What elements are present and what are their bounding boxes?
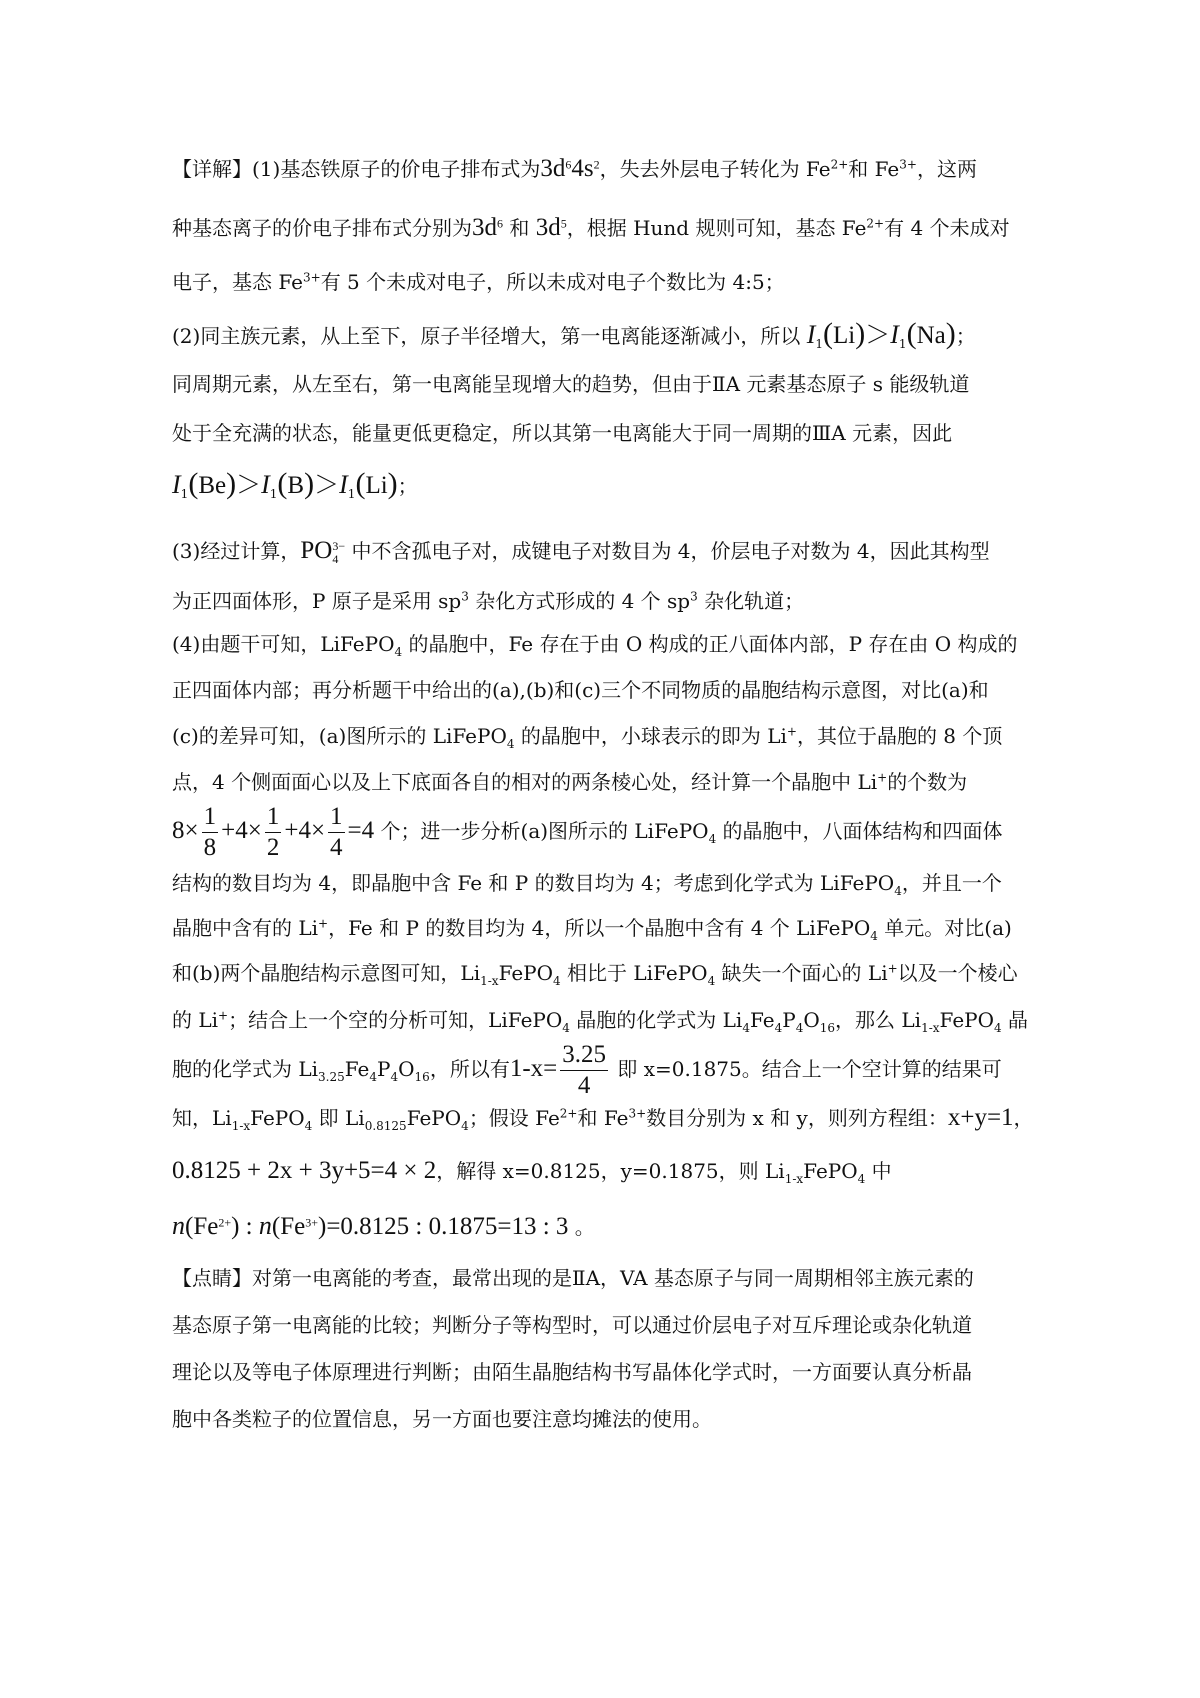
- math-symbol: (: [355, 467, 366, 500]
- superscript: 3−: [332, 538, 346, 553]
- p2-line1: [172, 315, 976, 351]
- subscript: 1-x: [480, 974, 499, 988]
- p1-line3: [172, 266, 785, 295]
- text: 晶胞的化学式为 Li: [569, 1008, 743, 1032]
- math-symbol: (: [277, 467, 288, 500]
- text: 缺失一个面心的 Li: [715, 961, 888, 985]
- text: (3)经过计算，: [172, 539, 301, 563]
- text: ，这两: [916, 157, 977, 181]
- subscript: 1-x: [921, 1021, 940, 1035]
- formula: PO: [300, 537, 333, 564]
- subscript: 4: [553, 974, 561, 988]
- p5-line3: 理论以及等电子体原理进行判断；由陌生晶胞结构书写晶体化学式时，一方面要认真分析晶: [172, 1360, 972, 1384]
- text: ，解得 x=0.8125，y=0.1875，则 Li: [436, 1159, 785, 1183]
- p5-line4: 胞中各类粒子的位置信息，另一方面也要注意均摊法的使用。: [172, 1407, 712, 1431]
- subscript: 3.25: [318, 1070, 345, 1084]
- subscript: 16: [819, 1021, 836, 1035]
- text: 中: [865, 1159, 892, 1183]
- p4-line7: [172, 912, 1012, 941]
- subscript: 4: [894, 884, 902, 898]
- fraction-denominator: 4: [330, 834, 343, 861]
- p4-line9: [172, 1004, 1028, 1033]
- formula: 3d: [535, 214, 561, 241]
- text: ；: [955, 324, 976, 348]
- text: (4)由题干可知，LiFePO: [172, 632, 395, 656]
- superscript: +: [318, 916, 329, 931]
- superscript: 3: [461, 589, 469, 604]
- text: O: [398, 1057, 415, 1081]
- subscript: 1: [898, 337, 907, 351]
- p4-line4: [172, 766, 967, 795]
- text: 胞的化学式为 Li: [172, 1057, 319, 1081]
- p4-line2: 正四面体内部；再分析题干中给出的(a),(b)和(c)三个不同物质的晶胞结构示意图，对比(a)和: [172, 678, 989, 702]
- p2-line2: 同周期元素，从左至右，第一电离能呈现增大的趋势，但由于ⅡA 元素基态原子 s 能级轨道: [172, 372, 970, 396]
- fraction-one-quarter: [328, 802, 345, 863]
- math-symbol: Na: [916, 322, 946, 349]
- math-symbol: I: [172, 470, 181, 499]
- superscript: 5: [560, 216, 567, 231]
- subscript: 4: [394, 645, 403, 659]
- subscript: 4: [707, 974, 716, 988]
- text: ，那么 Li: [835, 1008, 922, 1032]
- text: 中不含孤电子对，成键电子对数目为 4，价层电子对数为 4，因此其构型: [345, 539, 990, 563]
- subscript: 1: [269, 487, 278, 501]
- superscript: 2+: [559, 1106, 578, 1121]
- text: ；: [397, 474, 418, 498]
- superscript: 3: [690, 589, 698, 604]
- text: 和(b)两个晶胞结构示意图可知，Li: [172, 961, 481, 985]
- text: P: [377, 1057, 391, 1081]
- math-symbol: ): [945, 317, 956, 350]
- subscript: 4: [795, 1021, 804, 1035]
- math-number: 4: [298, 817, 311, 844]
- text: (2)同主族元素，从上至下，原子半径增大，第一电离能逐渐减小，所以: [172, 324, 801, 348]
- text: ；假设 Fe: [468, 1106, 560, 1130]
- subscript: 4: [332, 551, 339, 566]
- p4-line13: [172, 1211, 595, 1241]
- p2-line3: 处于全充满的状态，能量更低更稳定，所以其第一电离能大于同一周期的ⅢA 元素，因此: [172, 421, 953, 445]
- math-expression: x+y=1: [947, 1104, 1014, 1131]
- text: 为正四面体形，P 原子是采用 sp: [172, 589, 462, 613]
- text: 的 Li: [172, 1008, 219, 1032]
- text: FePO: [250, 1106, 305, 1130]
- superscript: +: [887, 961, 898, 976]
- superscript: 3+: [305, 1215, 318, 1230]
- math-symbol: +: [284, 817, 299, 844]
- math-symbol: I: [261, 470, 270, 499]
- text: 和 Fe: [577, 1106, 629, 1130]
- math-symbol: Li: [833, 322, 856, 349]
- subscript: 4: [506, 737, 515, 751]
- math-symbol: ): [226, 467, 237, 500]
- math-symbol: ＞: [865, 322, 891, 349]
- p4-line5: [172, 802, 1003, 863]
- math-symbol: Be: [198, 472, 227, 499]
- p5-line1: 【点睛】对第一电离能的考查，最常出现的是ⅡA，VA 基态原子与同一周期相邻主族元素的: [172, 1266, 974, 1290]
- p4-line1: [172, 628, 1018, 657]
- math-symbol: Li: [365, 472, 388, 499]
- math-symbol: (: [188, 467, 199, 500]
- subscript: 1: [815, 337, 824, 351]
- text: 即 Li: [312, 1106, 365, 1130]
- math-symbol: ×: [184, 817, 199, 844]
- p4-line6: [172, 867, 1002, 896]
- fraction-numerator: 1: [202, 802, 219, 833]
- p4-line12: [172, 1155, 892, 1185]
- subscript: 4: [870, 929, 878, 943]
- text: Fe: [344, 1057, 370, 1081]
- math-symbol: ): [304, 467, 315, 500]
- superscript: 6: [565, 157, 572, 172]
- fraction-denominator: 2: [266, 834, 280, 861]
- fraction-denominator: 8: [203, 834, 217, 861]
- text: ；结合上一个空的分析可知，LiFePO: [228, 1008, 563, 1032]
- text: FePO: [939, 1008, 995, 1032]
- fraction-denominator: 4: [577, 1072, 591, 1099]
- math-number: 8: [172, 817, 185, 844]
- text: 和: [503, 216, 536, 240]
- superscript: 2+: [218, 1215, 232, 1230]
- math-symbol: B: [287, 472, 305, 499]
- text: 。: [568, 1215, 595, 1239]
- text: FePO: [498, 961, 554, 985]
- math-number: 4: [235, 817, 248, 844]
- text: P: [782, 1008, 796, 1032]
- subscript: 4: [369, 1070, 378, 1084]
- text: 有 5 个未成对电子，所以未成对电子个数比为 4:5；: [320, 270, 785, 294]
- text: 种基态离子的价电子排布式分别为: [172, 216, 472, 240]
- text: 晶胞中含有的 Li: [172, 916, 319, 940]
- math-symbol: ＞: [236, 472, 262, 499]
- subscript: 4: [774, 1021, 783, 1035]
- text: 点，4 个侧面面心以及上下底面各自的相对的两条棱心处，经计算一个晶胞中 Li: [172, 770, 878, 794]
- p1-line2: [172, 212, 1010, 242]
- subscript: 4: [857, 1172, 866, 1186]
- text: 杂化轨道；: [697, 589, 805, 613]
- p2-line4: [172, 465, 418, 501]
- p1-line1: [172, 153, 977, 183]
- superscript: 2+: [830, 157, 849, 172]
- superscript: +: [218, 1008, 229, 1023]
- superscript: 3+: [628, 1106, 647, 1121]
- p5-line2: 基态原子第一电离能的比较；判断分子等构型时，可以通过价层电子对互斥理论或杂化轨道: [172, 1313, 972, 1337]
- text: 【详解】(1)基态铁原子的价电子排布式为: [172, 157, 541, 181]
- text: 以及一个棱心: [897, 961, 1018, 985]
- subscript: 16: [414, 1070, 430, 1084]
- text: FePO: [803, 1159, 858, 1183]
- math-symbol: I: [806, 320, 816, 349]
- text: 即 x=0.1875。结合上一个空计算的结果可: [611, 1057, 1002, 1081]
- text: FePO: [406, 1106, 462, 1130]
- subscript: 4: [708, 832, 717, 846]
- subscript: 0.8125: [364, 1119, 407, 1133]
- text: 杂化方式形成的 4 个 sp: [468, 589, 691, 613]
- subscript: 1-x: [231, 1119, 251, 1133]
- superscript: 6: [497, 216, 503, 231]
- math-symbol: ): [387, 467, 398, 500]
- fraction-numerator: 3.25: [560, 1040, 608, 1071]
- fraction-3-25-over-4: [560, 1040, 608, 1101]
- fraction-one-half: [265, 802, 282, 863]
- math-symbol: ): [855, 317, 866, 350]
- math-symbol: (: [823, 317, 834, 350]
- p3-line2: [172, 585, 804, 614]
- p4-line8: [172, 957, 1018, 986]
- text: 的晶胞中，Fe 存在于由 O 构成的正八面体内部，P 存在由 O 构成的: [402, 632, 1018, 656]
- text: ，所以有: [429, 1057, 510, 1081]
- formula: 3d: [540, 155, 566, 182]
- text: ，根据 Hund 规则可知，基态 Fe: [566, 216, 867, 240]
- subscript: 4: [390, 1070, 399, 1084]
- text: ，并且一个: [901, 871, 1002, 895]
- subscript: 1: [180, 487, 189, 501]
- text: 和 Fe: [848, 157, 900, 181]
- text: 单元。对比(a): [877, 916, 1012, 940]
- text: 有 4 个未成对: [884, 216, 1010, 240]
- math-expression: ) :: [231, 1213, 259, 1240]
- math-symbol: n: [258, 1211, 272, 1240]
- subscript: 4: [562, 1021, 570, 1035]
- math-expression: (Fe: [271, 1213, 306, 1240]
- text: Fe: [749, 1008, 775, 1032]
- superscript: +: [786, 724, 797, 739]
- text: 相比于 LiFePO: [560, 961, 708, 985]
- formula: 3d: [472, 214, 497, 241]
- text: 的晶胞中，八面体结构和四面体: [716, 819, 1003, 843]
- text: ，Fe 和 P 的数目均为 4，所以一个晶胞中含有 4 个 LiFePO: [328, 916, 871, 940]
- subscript: 4: [304, 1119, 313, 1133]
- text: (c)的差异可知，(a)图所示的 LiFePO: [172, 724, 507, 748]
- fraction-numerator: 1: [328, 802, 345, 833]
- fraction-one-eighth: [202, 802, 219, 863]
- text: ，: [1013, 1106, 1034, 1130]
- math-symbol: +: [221, 817, 236, 844]
- superscript: 2: [593, 157, 600, 172]
- p4-line3: [172, 720, 1002, 749]
- p4-line10: [172, 1040, 1002, 1101]
- math-symbol: I: [890, 320, 899, 349]
- subscript: 4: [742, 1021, 750, 1035]
- text: ，失去外层电子转化为 Fe: [599, 157, 831, 181]
- math-symbol: ×: [310, 817, 326, 844]
- math-result: =4: [347, 817, 375, 844]
- math-expression: 1-x=: [509, 1055, 558, 1082]
- subscript: 1-x: [784, 1172, 804, 1186]
- math-symbol: ＞: [314, 472, 340, 499]
- text: 晶: [1001, 1008, 1029, 1032]
- subscript: 1: [347, 487, 356, 501]
- text: 结构的数目均为 4，即晶胞中含 Fe 和 P 的数目均为 4；考虑到化学式为 LiFePO: [172, 871, 895, 895]
- math-symbol: n: [172, 1211, 185, 1240]
- superscript: 3+: [899, 157, 917, 172]
- text: 电子，基态 Fe: [172, 270, 303, 294]
- superscript: +: [877, 770, 888, 785]
- text: 的晶胞中，小球表示的即为 Li: [514, 724, 787, 748]
- text: 的个数为: [887, 770, 968, 794]
- fraction-numerator: 1: [265, 802, 282, 833]
- subscript: 4: [461, 1119, 469, 1133]
- math-symbol: (: [906, 317, 917, 350]
- superscript: 3+: [302, 270, 321, 285]
- math-expression: (Fe: [185, 1213, 219, 1240]
- formula: 4s: [571, 155, 594, 182]
- math-symbol: ×: [247, 817, 262, 844]
- text: O: [803, 1008, 820, 1032]
- p3-line1: [172, 535, 990, 566]
- math-expression: 0.8125 + 2x + 3y+5=4 × 2: [172, 1157, 437, 1184]
- subscript: 4: [994, 1021, 1002, 1035]
- superscript: 2+: [866, 216, 885, 231]
- text: 数目分别为 x 和 y，则列方程组：: [646, 1106, 948, 1130]
- text: ，其位于晶胞的 8 个顶: [796, 724, 1003, 748]
- math-symbol: I: [339, 470, 348, 499]
- text: 知，Li: [172, 1106, 232, 1130]
- p4-line11: [172, 1102, 1034, 1132]
- text: 个；进一步分析(a)图所示的 LiFePO: [374, 819, 709, 843]
- math-expression: )=0.8125 : 0.1875=13 : 3: [318, 1213, 569, 1240]
